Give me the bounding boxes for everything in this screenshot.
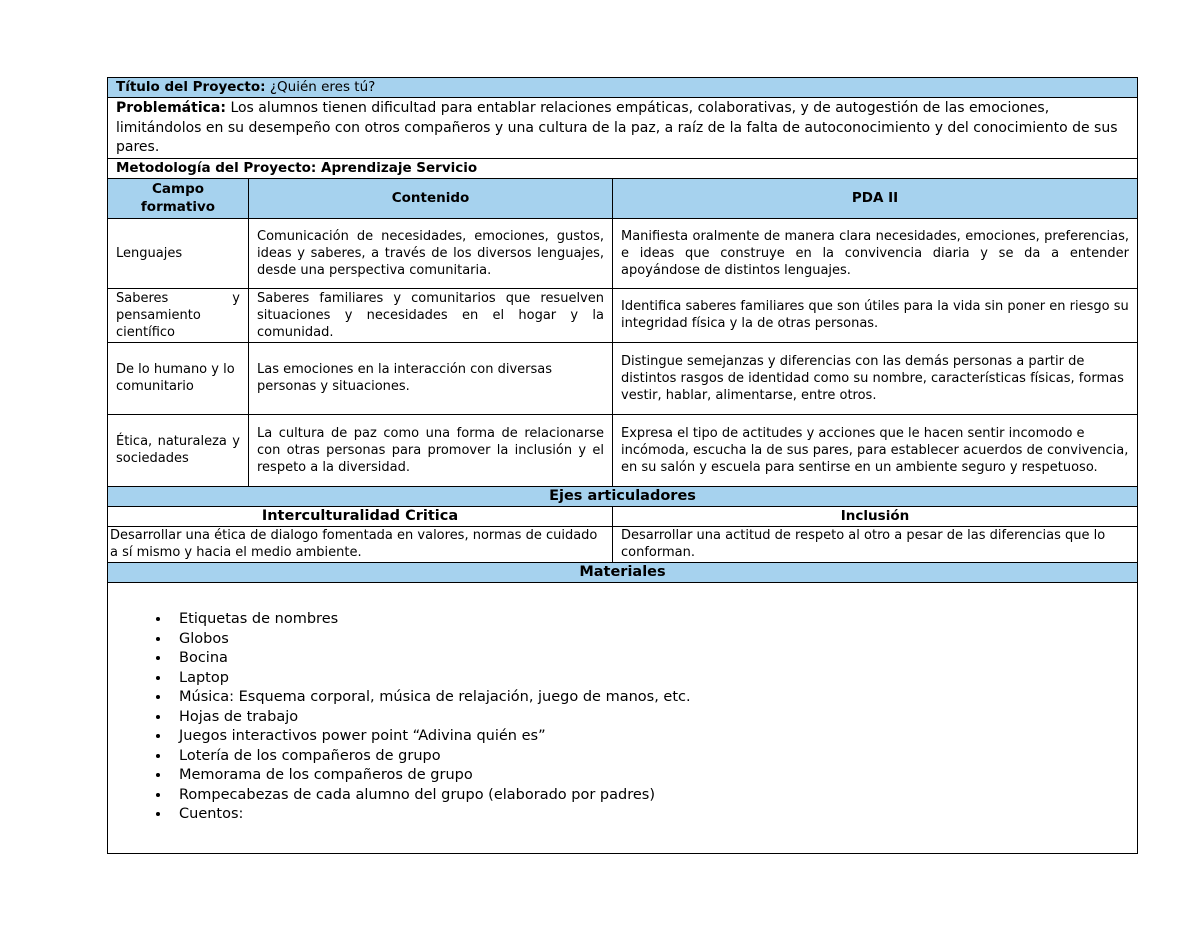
methodology-text: Metodología del Proyecto: Aprendizaje Servicio bbox=[116, 159, 478, 176]
materials-cell bbox=[108, 582, 1138, 853]
project-title-cell bbox=[108, 78, 1138, 98]
materials-header: Materiales bbox=[108, 562, 1138, 582]
list-item: • Cuentos: bbox=[171, 805, 1129, 825]
contenido-cell: La cultura de paz como una forma de relacionarse con otras personas para promover la inclusión y el respeto a la diversidad. bbox=[249, 414, 613, 486]
campo-cell: De lo humano y lo comunitario bbox=[108, 342, 249, 414]
contenido-cell: Saberes familiares y comunitarios que resuelven situaciones y necesidades en el hogar y la comunidad. bbox=[249, 288, 613, 342]
pda-cell: Manifiesta oralmente de manera clara necesidades, emociones, preferencias, e ideas que construye en la convivencia diaria y se da a entender apoyándose de distintos lenguajes. bbox=[613, 218, 1138, 288]
table-row bbox=[108, 342, 1138, 414]
eje-right-title: Inclusión bbox=[613, 506, 1138, 526]
table-row bbox=[108, 414, 1138, 486]
ejes-header: Ejes articuladores bbox=[108, 486, 1138, 506]
list-item: • Etiquetas de nombres bbox=[171, 610, 1129, 630]
list-item: • Música: Esquema corporal, música de relajación, juego de manos, etc. bbox=[171, 688, 1129, 708]
list-item: • Memorama de los compañeros de grupo bbox=[171, 766, 1129, 786]
project-planning-table bbox=[107, 77, 1138, 854]
project-title-label: Título del Proyecto: bbox=[116, 79, 266, 95]
list-item: • Rompecabezas de cada alumno del grupo (elaborado por padres) bbox=[171, 786, 1129, 806]
pda-cell: Expresa el tipo de actitudes y acciones que le hacen sentir incomodo e incómoda, escucha la de sus pares, para establecer acuerdos de convivencia, en su salón y escuela para sentirse en un ambiente seguro y respetuoso. bbox=[613, 414, 1138, 486]
problem-label: Problemática: bbox=[116, 100, 226, 116]
list-item: • Juegos interactivos power point “Adivina quién es” bbox=[171, 727, 1129, 747]
list-item: • Bocina bbox=[171, 649, 1129, 669]
campo-cell: Lenguajes bbox=[108, 218, 249, 288]
table-row bbox=[108, 288, 1138, 342]
pda-cell: Identifica saberes familiares que son útiles para la vida sin poner en riesgo su integridad física y la de otras personas. bbox=[613, 288, 1138, 342]
table-row bbox=[108, 218, 1138, 288]
contenido-cell: Las emociones en la interacción con diversas personas y situaciones. bbox=[249, 342, 613, 414]
header-pda: PDA II bbox=[613, 178, 1138, 218]
header-contenido: Contenido bbox=[249, 178, 613, 218]
list-item: • Hojas de trabajo bbox=[171, 708, 1129, 728]
campo-cell: Saberes y pensamiento científico bbox=[108, 288, 249, 342]
campo-cell: Ética, naturaleza y sociedades bbox=[108, 414, 249, 486]
materials-list bbox=[116, 610, 1129, 825]
eje-left-title: Interculturalidad Critica bbox=[108, 506, 613, 526]
eje-right-text: Desarrollar una actitud de respeto al otro a pesar de las diferencias que lo conforman. bbox=[613, 526, 1138, 562]
eje-left-text: Desarrollar una ética de dialogo fomentada en valores, normas de cuidado a sí mismo y hacia el medio ambiente. bbox=[108, 526, 613, 562]
problem-cell bbox=[108, 98, 1138, 159]
problem-text: Los alumnos tienen dificultad para entablar relaciones empáticas, colaborativas, y de autogestión de las emociones, limitándolos en su desempeño con otros compañeros y una cultura de la paz, a raíz de la falta de autoconocimiento y del conocimiento de sus pares. bbox=[116, 100, 1118, 155]
methodology-cell bbox=[108, 158, 1138, 178]
list-item: • Lotería de los compañeros de grupo bbox=[171, 747, 1129, 767]
header-campo-formativo: Campo formativo bbox=[108, 178, 249, 218]
list-item: • Laptop bbox=[171, 669, 1129, 689]
project-title-value: ¿Quién eres tú? bbox=[269, 79, 376, 95]
list-item: • Globos bbox=[171, 630, 1129, 650]
contenido-cell: Comunicación de necesidades, emociones, gustos, ideas y saberes, a través de los diversos lenguajes, desde una perspectiva comunitaria. bbox=[249, 218, 613, 288]
pda-cell: Distingue semejanzas y diferencias con las demás personas a partir de distintos rasgos de identidad como su nombre, características físicas, formas vestir, hablar, alimentarse, entre otros. bbox=[613, 342, 1138, 414]
